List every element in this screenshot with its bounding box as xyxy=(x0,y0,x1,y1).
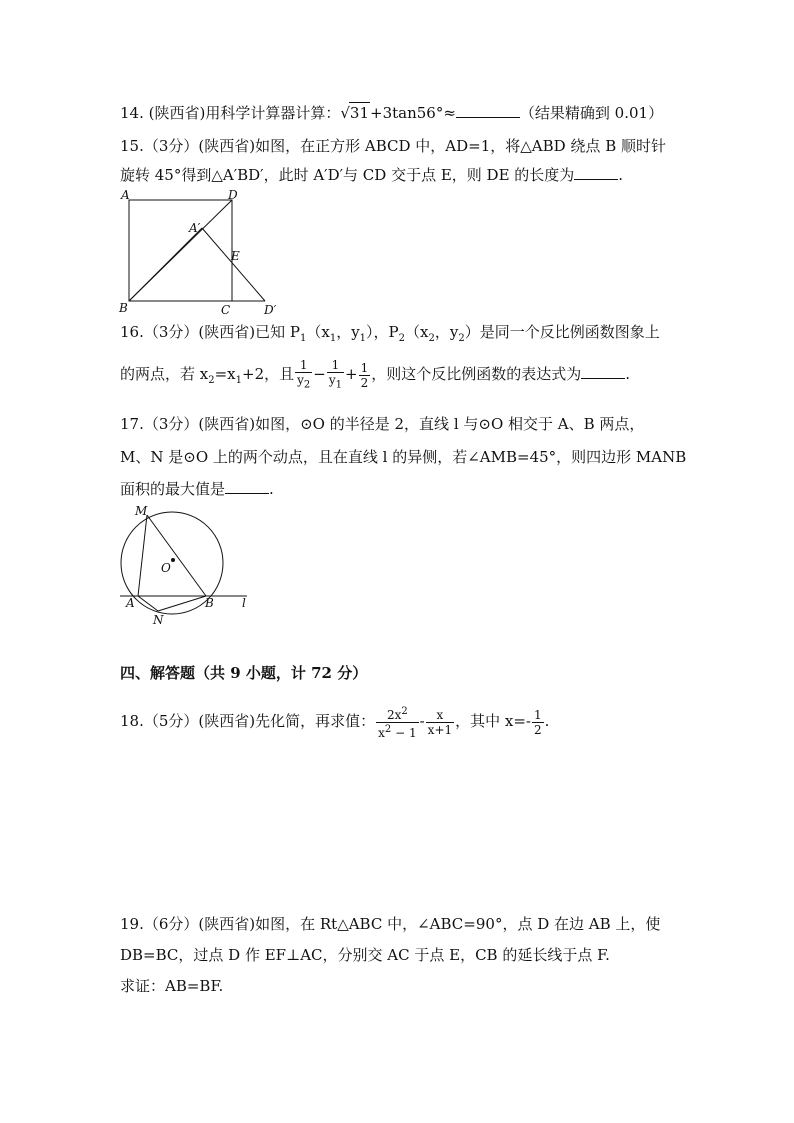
q18-text: . xyxy=(544,712,550,730)
subscript: 1 xyxy=(329,333,337,344)
subscript: 2 xyxy=(303,379,311,391)
subscript: 2 xyxy=(398,333,406,344)
q14-text-pre: 14. (陕西省)用科学计算器计算： xyxy=(120,104,341,122)
subscript: 1 xyxy=(235,375,243,387)
fraction-denominator: x+1 xyxy=(427,722,453,737)
q16-text: 16.（3分）(陕西省)已知 P xyxy=(120,323,300,341)
q15-line1: 15.（3分）(陕西省)如图，在正方形 ABCD 中，AD=1，将△ABD 绕点 B 顺时针 xyxy=(120,137,666,155)
fraction-1-over-2 xyxy=(532,708,544,737)
q17-text: . xyxy=(269,480,274,498)
fraction-numerator xyxy=(376,705,418,723)
q16-text: （x xyxy=(306,323,330,341)
den-var: y xyxy=(297,373,304,387)
q17-line2: M、N 是⊙O 上的两个动点，且在直线 l 的异侧，若∠AMB=45°，则四边形 MANB xyxy=(120,448,687,466)
sqrt-argument: 31 xyxy=(349,104,369,122)
label-d-prime: D′ xyxy=(264,303,277,317)
label-o: O xyxy=(161,561,171,575)
label-a: A xyxy=(121,188,130,202)
q16-text: ，y xyxy=(336,323,360,341)
label-b: B xyxy=(205,596,214,610)
fraction-denominator: 2 xyxy=(534,722,542,737)
q16-text: ，y xyxy=(434,323,459,341)
segment-bd xyxy=(129,200,232,301)
fraction-2x2-over-x2-minus-1 xyxy=(376,705,418,740)
fraction-numerator: 1 xyxy=(534,707,542,722)
q16-text: ，则这个反比例函数的表达式为 xyxy=(371,365,582,384)
num-expr: 2x xyxy=(386,707,402,722)
fraction-numerator: x xyxy=(426,708,454,723)
section-heading: 四、解答题（共 9 小题，计 72 分） xyxy=(120,664,368,682)
q16-line1 xyxy=(120,322,660,349)
superscript: 2 xyxy=(401,705,408,717)
subscript: 1 xyxy=(299,333,307,344)
q16-line2 xyxy=(120,358,630,397)
q15-line2 xyxy=(120,165,623,185)
fraction-denominator xyxy=(295,373,312,392)
q18-text: 18.（5分）(陕西省)先化简，再求值： xyxy=(120,712,376,730)
q15-line2-end: . xyxy=(618,166,624,184)
fraction-numerator: 1 xyxy=(327,358,344,373)
label-e: E xyxy=(231,249,240,263)
subscript: 1 xyxy=(335,379,343,391)
fraction-1-over-y1 xyxy=(327,358,344,392)
fraction-x-over-x-plus-1 xyxy=(426,708,454,737)
minus-sign: − xyxy=(313,365,326,384)
subscript: 2 xyxy=(458,333,465,344)
q17-line1: 17.（3分）(陕西省)如图，⊙O 的半径是 2，直线 l 与⊙O 相交于 A、B 两点， xyxy=(120,415,645,433)
fraction-denominator xyxy=(376,723,418,740)
answer-blank[interactable] xyxy=(581,364,625,379)
label-n: N xyxy=(153,613,164,627)
den-tail: − 1 xyxy=(391,725,417,740)
label-b: B xyxy=(119,301,128,315)
question-18 xyxy=(120,704,549,740)
q18-text: ，其中 x=- xyxy=(455,712,532,730)
q19-line2: DB=BC，过点 D 作 EF⊥AC，分别交 AC 于点 E，CB 的延长线于点 F. xyxy=(120,946,610,964)
segment-nb xyxy=(158,596,206,611)
fraction-numerator: 1 xyxy=(295,358,312,373)
q16-text: ），P xyxy=(366,323,399,341)
q14-text-mid: +3tan56°≈ xyxy=(370,104,456,122)
answer-blank[interactable] xyxy=(574,165,618,180)
question-14 xyxy=(120,102,663,123)
fraction-numerator: 1 xyxy=(360,360,369,375)
sqrt-sign: √ xyxy=(340,104,350,122)
circle-figure xyxy=(115,500,265,630)
den-expr: x xyxy=(378,725,385,740)
fraction-1-over-y2 xyxy=(295,358,312,392)
segment-ma xyxy=(138,515,147,596)
den-var: y xyxy=(328,373,336,387)
minus-sign: - xyxy=(419,712,425,730)
fraction-1-over-2 xyxy=(359,361,371,390)
fraction-denominator: 2 xyxy=(360,375,369,390)
subscript: 1 xyxy=(359,333,367,344)
q16-text: . xyxy=(625,365,631,384)
label-l: l xyxy=(242,596,246,610)
segment-mb xyxy=(147,515,206,596)
square-rotation-figure xyxy=(115,186,290,318)
q14-text-post: （结果精确到 0.01） xyxy=(519,104,664,122)
answer-blank[interactable] xyxy=(456,103,520,118)
subscript: 2 xyxy=(208,375,215,387)
segment-a-prime-d-prime xyxy=(202,228,265,301)
subscript: 2 xyxy=(428,333,435,344)
label-c: C xyxy=(221,303,231,317)
superscript: 2 xyxy=(384,723,392,735)
label-a-prime: A′ xyxy=(189,221,201,235)
answer-blank[interactable] xyxy=(225,479,269,494)
q17-line3 xyxy=(120,479,274,499)
q19-line3: 求证：AB=BF. xyxy=(120,977,224,995)
label-d: D xyxy=(228,188,238,202)
center-point xyxy=(171,558,175,562)
q15-line2-text: 旋转 45°得到△A′BD′，此时 A′D′与 CD 交于点 E，则 DE 的长度为 xyxy=(120,166,575,184)
q16-text: 的两点，若 x xyxy=(120,365,209,384)
label-m: M xyxy=(135,504,148,518)
q16-text: +2，且 xyxy=(242,365,295,384)
q19-line1: 19.（6分）(陕西省)如图，在 Rt△ABC 中，∠ABC=90°，点 D 在边 AB 上，使 xyxy=(120,915,661,933)
q16-text: （x xyxy=(405,323,429,341)
q16-text: =x xyxy=(214,365,236,384)
q17-text: 面积的最大值是 xyxy=(120,480,226,498)
label-a: A xyxy=(126,596,135,610)
q16-text: ）是同一个反比例函数图象上 xyxy=(464,323,660,341)
fraction-denominator xyxy=(327,373,344,392)
plus-sign: + xyxy=(345,365,358,384)
